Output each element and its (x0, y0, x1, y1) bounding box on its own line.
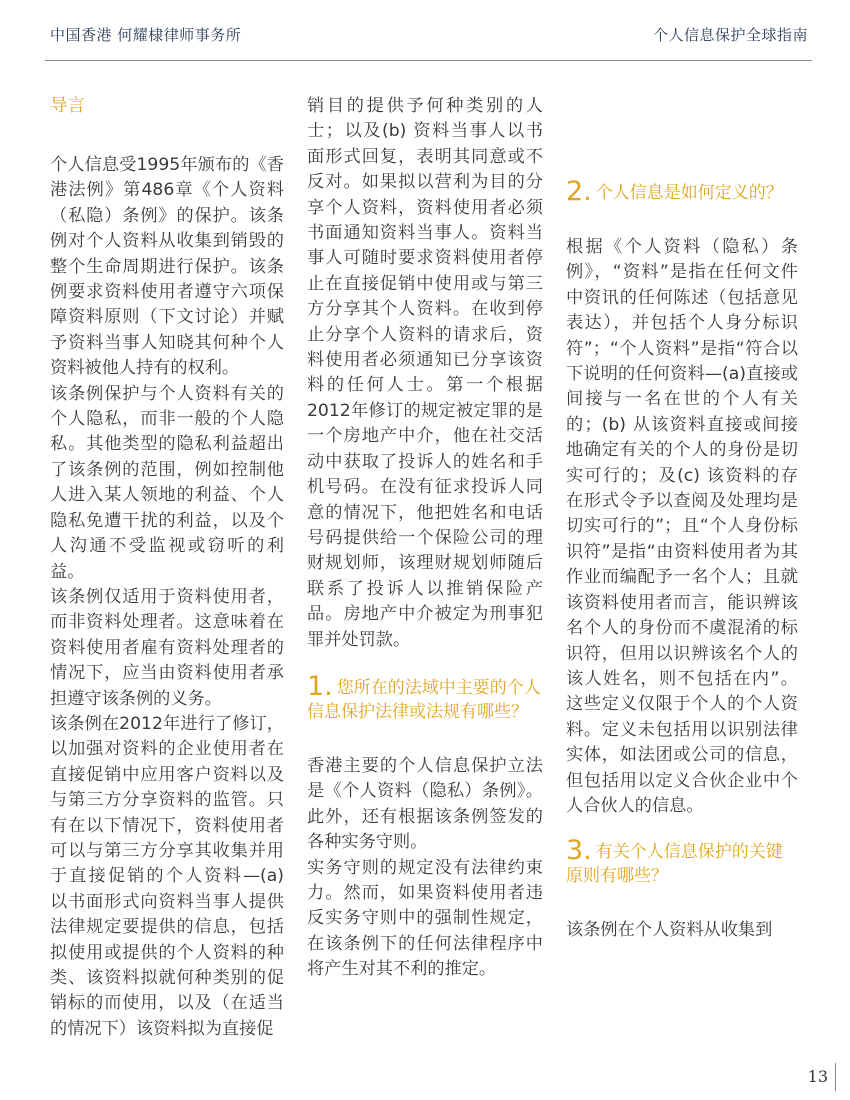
column-1 (50, 94, 284, 1042)
intro-paragraph-2: 该条例保护与个人资料有关的个人隐私，而非一般的个人隐私。其他类型的隐私利益超出了该条例的范围，例如控制他人进入某人领地的利益、个人隐私免遭干扰的利益，以及个人沟通不受监视或窃听的利益。 (50, 383, 284, 582)
page-number: 13 (807, 1067, 828, 1086)
section-1-number: 1. (307, 670, 333, 702)
column-2 (307, 94, 543, 983)
intro-paragraph-4: 该条例在2012年进行了修订，以加强对资料的企业使用者在直接促销中应用客户资料以及与第三方分享资料的监管。只有在以下情况下，资料使用者可以与第三方分享其收集并用于直接促销的个人资料—(a) 以书面形式向资料当事人提供法律规定要提供的信息，包括拟使用或提供的个人资料的种类、该资料拟就何种类别的促销标的而使用，以及（在适当的情况下）该资料拟为直接促 (50, 713, 284, 1039)
section-1-paragraph-2: 实务守则的规定没有法律约束力。然而，如果资料使用者违反实务守则中的强制性规定，在该条例下的任何法律程序中将产生对其不利的推定。 (307, 857, 543, 980)
section-2-heading (566, 176, 798, 207)
column-3 (566, 94, 798, 944)
section-1-heading (307, 670, 543, 724)
section-3-paragraph-1: 该条例在个人资料从收集到 (566, 920, 773, 941)
section-3-heading (566, 835, 798, 888)
section-1-title: 您所在的法域中主要的个人信息保护法律或法规有哪些？ (307, 677, 541, 722)
section-2-paragraph-1: 根据《个人资料（隐私）条例》，“资料”是指在任何文件中资讯的任何陈述（包括意见表达），并包括个人身分标识符”；“个人资料”是指“符合以下说明的任何资料—(a)直接或间接与一名在世的个人有关的；(b) 从该资料直接或间接地确定有关的个人的身份是切实可行的；及(c) 该资料的存在形式令予以查阅及处理均是切实可行的”；且“个人身份标识符”是指“由资料使用者为其作业而编配予一名个人；且就该资料使用者而言，能识辨该名个人的身份而不虞混淆的标识符，但用以识辨该名个人的该人姓名，则不包括在内”。这些定义仅限于个人的个人资料。定义未包括用以识别法律实体，如法团或公司的信息，但包括用以定义合伙企业中个人合伙人的信息。 (566, 237, 798, 816)
section-3-title: 有关个人信息保护的关键原则有哪些？ (566, 842, 783, 887)
section-2-number: 2. (566, 176, 592, 207)
intro-paragraph-3: 该条例仅适用于资料使用者，而非资料处理者。这意味着在资料使用者雇有资料处理者的情况下，应当由资料使用者承担遵守该条例的义务。 (50, 586, 284, 709)
header-guide-title: 个人信息保护全球指南 (652, 26, 808, 44)
header-firm-name: 中国香港 何耀棣律师事务所 (50, 26, 242, 44)
section-1-paragraph-1: 香港主要的个人信息保护立法是《个人资料（隐私）条例》。此外，还有根据该条例签发的各种实务守则。 (307, 755, 543, 853)
intro-paragraph-4-continued: 销目的提供予何种类别的人士；以及(b) 资料当事人以书面形式回复，表明其同意或不反对。如果拟以营利为目的分享个人资料，资料使用者必须书面通知资料当事人。资料当事人可随时要求资料使用者停止在直接促销中使用或与第三方分享其个人资料。在收到停止分享个人资料的请求后，资料使用者必须通知已分享该资料的任何人士。第一个根据2012年修订的规定被定罪的是一个房地产中介，他在社交活动中获取了投诉人的姓名和手机号码。在没有征求投诉人同意的情况下，他把姓名和电话号码提供给一个保险公司的理财规划师，该理财规划师随后联系了投诉人以推销保险产品。房地产中介被定为刑事犯罪并处罚款。 (307, 96, 543, 650)
intro-paragraph-1: 个人信息受1995年颁布的《香港法例》第486章《个人资料（私隐）条例》的保护。该条例对个人资料从收集到销毁的整个生命周期进行保护。该条例要求资料使用者遵守六项保障资料原则（下文讨论）并赋予资料当事人知晓其何种个人资料被他人持有的权利。 (50, 155, 284, 379)
header-divider (45, 60, 812, 61)
footer-divider (835, 1063, 836, 1091)
section-3-number: 3. (566, 835, 592, 867)
intro-heading: 导言 (50, 96, 85, 116)
section-2-title: 个人信息是如何定义的？ (595, 183, 783, 203)
